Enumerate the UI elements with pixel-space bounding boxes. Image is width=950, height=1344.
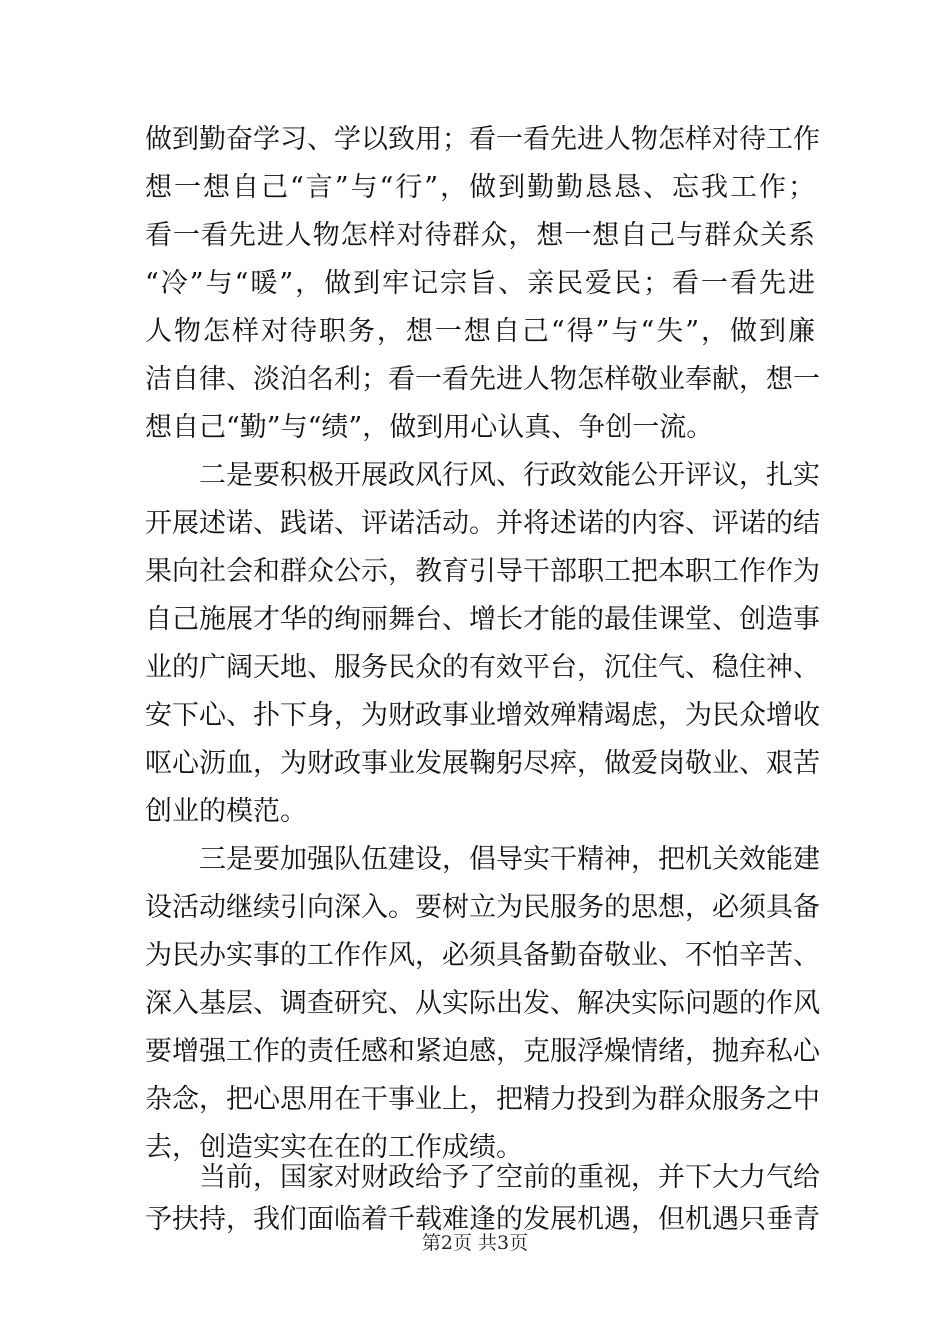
text-line: 想自己“勤”与“绩”，做到用心认真、争创一流。 xyxy=(145,412,714,443)
text-line: 想一想自己“言”与“行”，做到勤勤恳恳、忘我工作； xyxy=(145,172,815,203)
text-line: 自己施展才华的绚丽舞台、增长才能的最佳课堂、创造事 xyxy=(145,604,820,635)
text-line: 开展述诺、践诺、评诺活动。并将述诺的内容、评诺的结 xyxy=(145,508,820,539)
text-line: 果向社会和群众公示，教育引导干部职工把本职工作作为 xyxy=(145,556,820,587)
text-line: 安下心、扑下身，为财政事业增效殚精竭虑，为民众增收 xyxy=(145,700,820,731)
text-line: 人物怎样对待职务，想一想自己“得”与“失”，做到廉 xyxy=(145,316,815,347)
text-line: 洁自律、淡泊名利；看一看先进人物怎样敬业奉献，想一 xyxy=(145,364,820,395)
text-line: 业的广阔天地、服务民众的有效平台，沉住气、稳住神、 xyxy=(145,652,820,683)
text-line: “冷”与“暖”，做到牢记宗旨、亲民爱民；看一看先进 xyxy=(145,268,815,299)
text-line: 要增强工作的责任感和紧迫感，克服浮燥情绪，抛弃私心 xyxy=(145,1036,820,1067)
page-number-footer: 第2页 共3页 xyxy=(421,1232,529,1254)
text-line: 看一看先进人物怎样对待群众，想一想自己与群众关系 xyxy=(145,220,815,251)
text-line: 去，创造实实在在的工作成绩。 xyxy=(145,1132,523,1163)
paragraph-first-line: 当前，国家对财政给予了空前的重视，并下大力气给 xyxy=(199,1162,820,1193)
paragraph-first-line: 三是要加强队伍建设，倡导实干精神，把机关效能建 xyxy=(199,844,820,875)
paragraph-first-line: 二是要积极开展政风行风、行政效能公开评议，扎实 xyxy=(199,460,820,491)
text-line: 予扶持，我们面临着千载难逢的发展机遇，但机遇只垂青 xyxy=(145,1204,820,1235)
text-line: 设活动继续引向深入。要树立为民服务的思想，必须具备 xyxy=(145,892,820,923)
text-line: 做到勤奋学习、学以致用；看一看先进人物怎样对待工作 xyxy=(145,124,820,155)
text-line: 深入基层、调查研究、从实际出发、解决实际问题的作风 xyxy=(145,988,820,1019)
text-line: 呕心沥血，为财政事业发展鞠躬尽瘁，做爱岗敬业、艰苦 xyxy=(145,748,820,779)
text-line: 杂念，把心思用在干事业上，把精力投到为群众服务之中 xyxy=(145,1084,820,1115)
text-line: 为民办实事的工作作风，必须具备勤奋敬业、不怕辛苦、 xyxy=(145,940,820,971)
text-line: 创业的模范。 xyxy=(145,796,307,827)
